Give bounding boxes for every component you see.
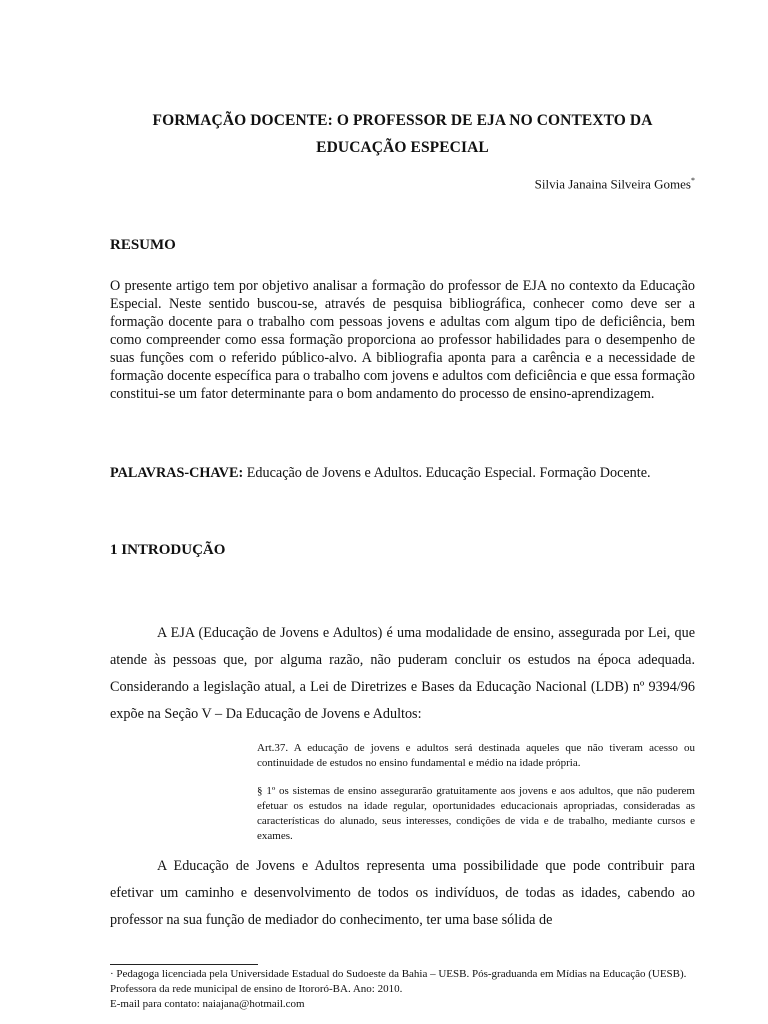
footnote-text: · Pedagoga licenciada pela Universidade Estadual do Sudoeste da Bahia – UESB. Pós-graduanda em Mídias na Educação (UESB). Professora da rede municipal de ensino de Itororó-BA. Ano: 2010. xyxy=(110,968,687,995)
footnote xyxy=(110,967,698,1012)
resumo-paragraph: O presente artigo tem por objetivo analisar a formação do professor de EJA no contexto da Educação Especial. Neste sentido buscou-se, através de pesquisa bibliográfica, conhecer como deve ser a formação docente para o trabalho com pessoas jovens e adultas com algum tipo de deficiência, bem como compreender como essa formação proporciona ao professor habilidades para o desempenho de suas funções com o referido público-alvo. A bibliografia aponta para a carência e a necessidade de formação docente específica para o trabalho com jovens e adultos com deficiência e que essa formação constitui-se um fator determinante para o bom andamento do processo de ensino-aprendizagem. xyxy=(110,278,695,402)
footnote-email: E-mail para contato: naiajana@hotmail.com xyxy=(110,998,305,1010)
keywords-label: PALAVRAS-CHAVE: xyxy=(110,465,244,481)
block-quote-2: § 1º os sistemas de ensino assegurarão gratuitamente aos jovens e aos adultos, que não puderem efetuar os estudos na idade regular, oportunidades educacionais apropriadas, consideradas as características do alunado, seus interesses, condições de vida e de trabalho, mediante cursos e exames. xyxy=(257,785,695,842)
body-paragraph-1: A EJA (Educação de Jovens e Adultos) é uma modalidade de ensino, assegurada por Lei, que atende às pessoas que, por alguma razão, não puderam concluir os estudos na época adequada. Considerando a legislação atual, a Lei de Diretrizes e Bases da Educação Nacional (LDB) nº 9394/96 expõe na Seção V – Da Educação de Jovens e Adultos: xyxy=(110,625,695,722)
paper-title xyxy=(110,107,695,161)
keywords-text: Educação de Jovens e Adultos. Educação Especial. Formação Docente. xyxy=(243,465,651,481)
footnote-separator xyxy=(110,964,258,965)
title-line-1: FORMAÇÃO DOCENTE: O PROFESSOR DE EJA NO CONTEXTO DA xyxy=(152,112,653,129)
author-name: Silvia Janaina Silveira Gomes xyxy=(534,176,691,192)
author-line xyxy=(110,176,695,192)
author-footnote-mark: * xyxy=(691,176,695,185)
block-quote-1: Art.37. A educação de jovens e adultos será destinada aqueles que não tiveram acesso ou continuidade de estudos no ensino fundamental e médio na idade própria. xyxy=(257,742,695,769)
title-line-2: EDUCAÇÃO ESPECIAL xyxy=(316,139,489,156)
introduction-heading: 1 INTRODUÇÃO xyxy=(110,542,226,558)
resumo-heading: RESUMO xyxy=(110,237,176,253)
body-paragraph-2: A Educação de Jovens e Adultos representa uma possibilidade que pode contribuir para efetivar um caminho e desenvolvimento de todos os indivíduos, de todas as idades, cabendo ao professor na sua função de mediador do conhecimento, ter uma base sólida de xyxy=(110,858,695,928)
keywords-section xyxy=(110,464,695,482)
